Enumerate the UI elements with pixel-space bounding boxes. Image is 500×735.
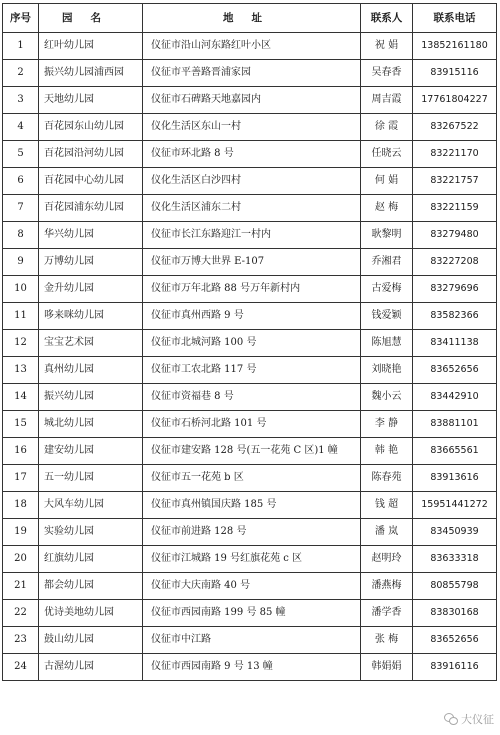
cell-address: 仪征市西园南路 199 号 85 幢	[143, 600, 361, 627]
cell-address: 仪征市北城河路 100 号	[143, 330, 361, 357]
cell-name: 鼓山幼儿园	[39, 627, 143, 654]
cell-contact: 何 娟	[361, 168, 413, 195]
cell-contact: 韩 艳	[361, 438, 413, 465]
watermark	[444, 711, 494, 727]
cell-phone: 13852161180	[413, 33, 497, 60]
table-row	[3, 87, 497, 114]
cell-name: 真州幼儿园	[39, 357, 143, 384]
cell-address: 仪征市环北路 8 号	[143, 141, 361, 168]
cell-contact: 李 静	[361, 411, 413, 438]
cell-name: 红旗幼儿园	[39, 546, 143, 573]
cell-no: 23	[3, 627, 39, 654]
cell-name: 优诗美地幼儿园	[39, 600, 143, 627]
table-row	[3, 249, 497, 276]
cell-name: 天地幼儿园	[39, 87, 143, 114]
cell-name: 金升幼儿园	[39, 276, 143, 303]
table-row	[3, 168, 497, 195]
cell-no: 9	[3, 249, 39, 276]
cell-no: 4	[3, 114, 39, 141]
cell-no: 11	[3, 303, 39, 330]
kindergarten-directory	[2, 3, 496, 681]
cell-name: 五一幼儿园	[39, 465, 143, 492]
cell-address: 仪征市工农北路 117 号	[143, 357, 361, 384]
cell-name: 宝宝艺术园	[39, 330, 143, 357]
table-body	[3, 33, 497, 681]
cell-no: 16	[3, 438, 39, 465]
cell-name: 百花园沿河幼儿园	[39, 141, 143, 168]
header-no: 序号	[3, 4, 39, 33]
cell-phone: 83582366	[413, 303, 497, 330]
table-row	[3, 465, 497, 492]
cell-address: 仪征市建安路 128 号(五一花苑 C 区)1 幢	[143, 438, 361, 465]
cell-address: 仪征市大庆南路 40 号	[143, 573, 361, 600]
cell-contact: 潘燕梅	[361, 573, 413, 600]
table-row	[3, 600, 497, 627]
cell-name: 哆来咪幼儿园	[39, 303, 143, 330]
cell-address: 仪征市中江路	[143, 627, 361, 654]
cell-no: 14	[3, 384, 39, 411]
cell-phone: 83221170	[413, 141, 497, 168]
cell-contact: 钱 超	[361, 492, 413, 519]
watermark-text: 大仪征	[461, 713, 494, 726]
cell-phone: 83450939	[413, 519, 497, 546]
cell-address: 仪征市江城路 19 号红旗花苑 c 区	[143, 546, 361, 573]
cell-name: 百花园东山幼儿园	[39, 114, 143, 141]
table-row	[3, 303, 497, 330]
cell-address: 仪化生活区浦东二村	[143, 195, 361, 222]
cell-contact: 赵 梅	[361, 195, 413, 222]
cell-contact: 潘 岚	[361, 519, 413, 546]
cell-name: 大风车幼儿园	[39, 492, 143, 519]
cell-contact: 徐 霞	[361, 114, 413, 141]
table-row	[3, 195, 497, 222]
cell-no: 18	[3, 492, 39, 519]
cell-phone: 83881101	[413, 411, 497, 438]
cell-address: 仪征市沿山河东路红叶小区	[143, 33, 361, 60]
cell-contact: 吴春香	[361, 60, 413, 87]
cell-contact: 潘学香	[361, 600, 413, 627]
cell-contact: 周吉霞	[361, 87, 413, 114]
cell-name: 振兴幼儿园浦西园	[39, 60, 143, 87]
cell-no: 1	[3, 33, 39, 60]
cell-contact: 陈旭慧	[361, 330, 413, 357]
cell-name: 实验幼儿园	[39, 519, 143, 546]
cell-no: 21	[3, 573, 39, 600]
header-phone: 联系电话	[413, 4, 497, 33]
cell-no: 10	[3, 276, 39, 303]
cell-phone: 83913616	[413, 465, 497, 492]
cell-phone: 15951441272	[413, 492, 497, 519]
cell-phone: 83279696	[413, 276, 497, 303]
cell-address: 仪征市石桥河北路 101 号	[143, 411, 361, 438]
cell-contact: 祝 娟	[361, 33, 413, 60]
cell-phone: 83442910	[413, 384, 497, 411]
cell-contact: 陈春苑	[361, 465, 413, 492]
cell-name: 建安幼儿园	[39, 438, 143, 465]
table-header-row	[3, 4, 497, 33]
table-row	[3, 357, 497, 384]
cell-address: 仪征市平善路晋浦家园	[143, 60, 361, 87]
cell-no: 2	[3, 60, 39, 87]
cell-address: 仪征市五一花苑 b 区	[143, 465, 361, 492]
cell-no: 20	[3, 546, 39, 573]
cell-no: 8	[3, 222, 39, 249]
cell-no: 17	[3, 465, 39, 492]
header-contact: 联系人	[361, 4, 413, 33]
cell-phone: 83227208	[413, 249, 497, 276]
cell-contact: 乔湘君	[361, 249, 413, 276]
cell-phone: 83411138	[413, 330, 497, 357]
cell-phone: 83830168	[413, 600, 497, 627]
cell-name: 古渥幼儿园	[39, 654, 143, 681]
cell-phone: 83221757	[413, 168, 497, 195]
cell-phone: 80855798	[413, 573, 497, 600]
cell-no: 3	[3, 87, 39, 114]
cell-address: 仪征市万年北路 88 号万年新村内	[143, 276, 361, 303]
cell-phone: 83916116	[413, 654, 497, 681]
header-name: 园名	[39, 4, 143, 33]
cell-address: 仪征市资福巷 8 号	[143, 384, 361, 411]
table-row	[3, 519, 497, 546]
cell-address: 仪征市长江东路迎江一村内	[143, 222, 361, 249]
table-row	[3, 141, 497, 168]
cell-name: 红叶幼儿园	[39, 33, 143, 60]
cell-address: 仪征市西园南路 9 号 13 幢	[143, 654, 361, 681]
table-row	[3, 330, 497, 357]
cell-address: 仪征市前进路 128 号	[143, 519, 361, 546]
cell-no: 13	[3, 357, 39, 384]
cell-name: 万博幼儿园	[39, 249, 143, 276]
cell-contact: 赵明玲	[361, 546, 413, 573]
cell-phone: 83279480	[413, 222, 497, 249]
cell-address: 仪征市真州镇国庆路 185 号	[143, 492, 361, 519]
cell-no: 24	[3, 654, 39, 681]
cell-name: 百花园中心幼儿园	[39, 168, 143, 195]
cell-name: 百花园浦东幼儿园	[39, 195, 143, 222]
table-row	[3, 627, 497, 654]
table-row	[3, 573, 497, 600]
table-row	[3, 546, 497, 573]
header-address: 地址	[143, 4, 361, 33]
cell-contact: 钱爱颖	[361, 303, 413, 330]
table-row	[3, 384, 497, 411]
cell-phone: 83665561	[413, 438, 497, 465]
cell-name: 振兴幼儿园	[39, 384, 143, 411]
cell-phone: 83652656	[413, 627, 497, 654]
cell-contact: 耿黎明	[361, 222, 413, 249]
cell-address: 仪化生活区东山一村	[143, 114, 361, 141]
cell-address: 仪化生活区白沙四村	[143, 168, 361, 195]
table-row	[3, 492, 497, 519]
cell-contact: 任晓云	[361, 141, 413, 168]
cell-contact: 古爱梅	[361, 276, 413, 303]
directory-table	[2, 3, 497, 681]
cell-phone: 83221159	[413, 195, 497, 222]
cell-no: 5	[3, 141, 39, 168]
table-row	[3, 276, 497, 303]
cell-contact: 张 梅	[361, 627, 413, 654]
table-row	[3, 33, 497, 60]
cell-no: 7	[3, 195, 39, 222]
cell-contact: 刘晓艳	[361, 357, 413, 384]
cell-phone: 17761804227	[413, 87, 497, 114]
cell-name: 都会幼儿园	[39, 573, 143, 600]
cell-no: 6	[3, 168, 39, 195]
cell-phone: 83267522	[413, 114, 497, 141]
wechat-icon	[444, 713, 458, 725]
cell-name: 城北幼儿园	[39, 411, 143, 438]
table-row	[3, 654, 497, 681]
cell-no: 22	[3, 600, 39, 627]
cell-address: 仪征市万博大世界 E-107	[143, 249, 361, 276]
cell-phone: 83633318	[413, 546, 497, 573]
cell-phone: 83652656	[413, 357, 497, 384]
cell-contact: 魏小云	[361, 384, 413, 411]
table-row	[3, 60, 497, 87]
table-row	[3, 114, 497, 141]
table-row	[3, 411, 497, 438]
cell-no: 15	[3, 411, 39, 438]
cell-no: 12	[3, 330, 39, 357]
cell-name: 华兴幼儿园	[39, 222, 143, 249]
table-row	[3, 438, 497, 465]
table-row	[3, 222, 497, 249]
cell-no: 19	[3, 519, 39, 546]
cell-phone: 83915116	[413, 60, 497, 87]
cell-contact: 韩娟娟	[361, 654, 413, 681]
cell-address: 仪征市真州西路 9 号	[143, 303, 361, 330]
cell-address: 仪征市石碑路天地嘉园内	[143, 87, 361, 114]
